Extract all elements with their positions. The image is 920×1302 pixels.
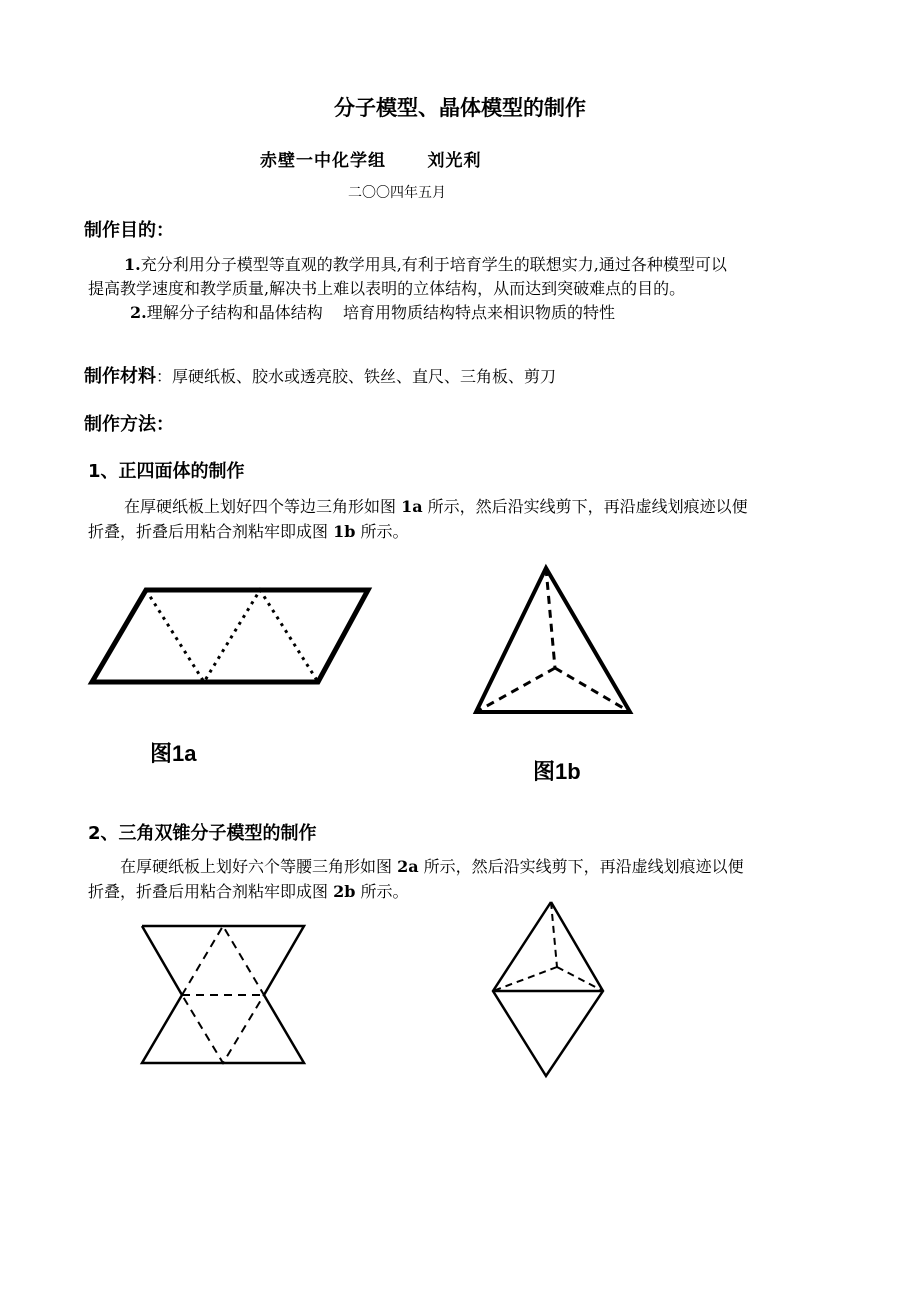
section-2-text-a: 在厚硬纸板上划好六个等腰三角形如图 (120, 857, 398, 876)
section-2-line-2 (88, 879, 409, 904)
purpose-item-1-line-1 (124, 252, 727, 277)
section-2-text-b: 所示，然后沿实线剪下，再沿虚线划痕迹以便 (418, 857, 744, 876)
section-2-heading: 2、三角双锥分子模型的制作 (88, 823, 317, 844)
section-2-figure-ref-2b: 2b (333, 882, 356, 901)
purpose-item-1-number: 1. (124, 255, 141, 274)
method-heading: 制作方法： (84, 414, 174, 435)
purpose-heading: 制作目的： (84, 220, 174, 241)
purpose-item-1-text: 充分利用分子模型等直观的教学用具,有利于培育学生的联想实力,通过各种模型可以 (140, 255, 727, 274)
section-2-line-1 (120, 854, 744, 879)
figure-1b-caption: 图1b (533, 759, 581, 784)
section-1-heading: 1、正四面体的制作 (88, 461, 245, 482)
figure-1a-caption: 图1a (150, 741, 197, 766)
section-2-figure-ref-2a: 2a (397, 857, 419, 876)
section-1-figure-ref-1b: 1b (333, 522, 356, 541)
section-1-line-1 (124, 494, 748, 519)
materials-heading: 制作材料 (84, 366, 156, 387)
purpose-item-2-text: 理解分子结构和晶体结构 培育用物质结构特点来相识物质的特性 (146, 303, 616, 322)
purpose-item-1-line-2: 提高教学速度和教学质量,解决书上难以表明的立体结构，从而达到突破难点的目的。 (88, 279, 686, 298)
page-title: 分子模型、晶体模型的制作 (334, 96, 586, 120)
purpose-item-2 (130, 300, 615, 325)
section-1-text-c: 折叠，折叠后用粘合剂粘牢即成图 (88, 522, 334, 541)
materials-text: ：厚硬纸板、胶水或透亮胶、铁丝、直尺、三角板、剪刀 (156, 367, 557, 386)
materials-line (84, 362, 556, 389)
section-1-figure-ref-1a: 1a (401, 497, 423, 516)
section-1-text-d: 所示。 (355, 522, 409, 541)
section-1-line-2 (88, 519, 409, 544)
section-2-text-d: 所示。 (355, 882, 409, 901)
section-1-text-a: 在厚硬纸板上划好四个等边三角形如图 (124, 497, 402, 516)
section-1-text-b: 所示，然后沿实线剪下，再沿虚线划痕迹以便 (422, 497, 748, 516)
author-line: 赤壁一中化学组 刘光利 (260, 151, 482, 171)
section-2-text-c: 折叠，折叠后用粘合剂粘牢即成图 (88, 882, 334, 901)
date-line: 二〇〇四年五月 (348, 185, 446, 201)
purpose-item-2-number: 2. (130, 303, 147, 322)
